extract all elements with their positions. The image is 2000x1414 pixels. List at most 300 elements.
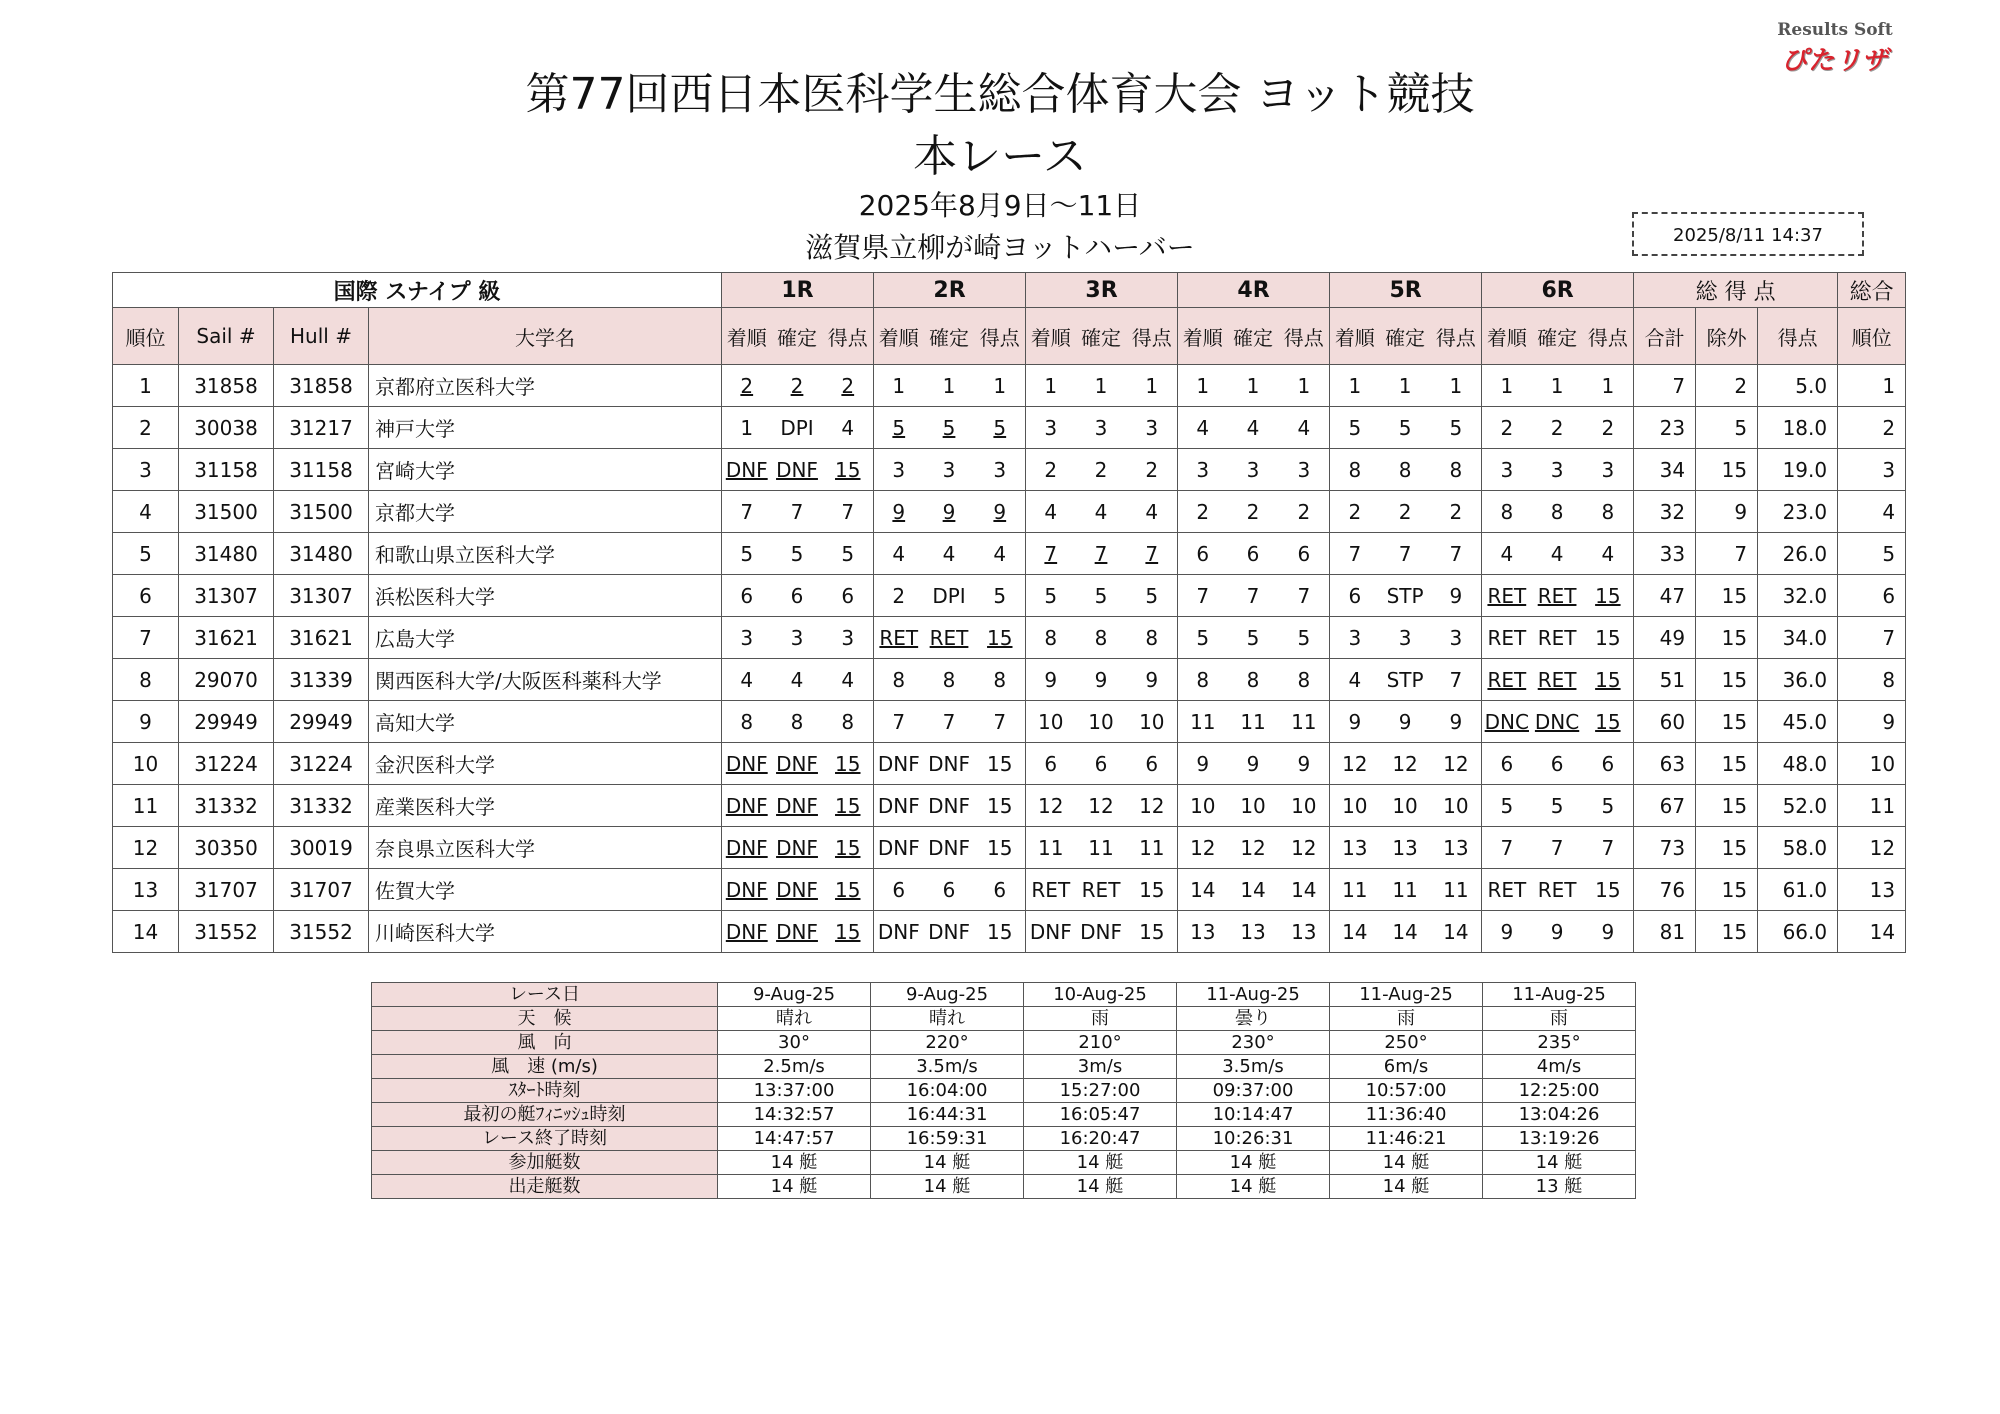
confirm-cell: DPI — [924, 575, 975, 617]
rank-cell: 3 — [113, 449, 179, 491]
points-cell: 6 — [1279, 533, 1330, 575]
excluded-cell: 15 — [1696, 659, 1758, 701]
confirm-cell: 14 — [1380, 911, 1431, 953]
finish-cell: 6 — [1482, 743, 1532, 785]
finish-cell: 6 — [722, 575, 772, 617]
points-cell: 9 — [1431, 575, 1482, 617]
info-row — [372, 983, 1636, 1007]
info-label: 参加艇数 — [372, 1151, 718, 1175]
confirm-cell: 8 — [1228, 659, 1279, 701]
finish-cell: DNF — [722, 827, 772, 869]
finish-cell: 3 — [722, 617, 772, 659]
confirm-cell: 1 — [1380, 365, 1431, 407]
col-confirm: 確定 — [924, 308, 975, 365]
info-value: 11-Aug-25 — [1177, 983, 1330, 1007]
score-cell: 23.0 — [1758, 491, 1838, 533]
points-cell: 15 — [1583, 617, 1634, 659]
points-cell: 15 — [1127, 869, 1178, 911]
finish-cell: RET — [1482, 617, 1532, 659]
points-cell: 4 — [1279, 407, 1330, 449]
confirm-cell: 5 — [924, 407, 975, 449]
confirm-cell: 14 — [1228, 869, 1279, 911]
race-info-table — [371, 982, 1636, 1199]
final-rank-cell: 10 — [1838, 743, 1906, 785]
race-header: 5R — [1330, 273, 1482, 308]
finish-cell: 2 — [1482, 407, 1532, 449]
info-row — [372, 1103, 1636, 1127]
info-value: 210° — [1024, 1031, 1177, 1055]
confirm-cell: 12 — [1380, 743, 1431, 785]
col-finish: 着順 — [874, 308, 924, 365]
finish-cell: 9 — [1482, 911, 1532, 953]
info-value: 6m/s — [1330, 1055, 1483, 1079]
col-confirm: 確定 — [1532, 308, 1583, 365]
col-confirm: 確定 — [1228, 308, 1279, 365]
university-name-cell: 佐賀大学 — [369, 869, 722, 911]
info-value: 14 艇 — [1330, 1151, 1483, 1175]
finish-cell: 11 — [1330, 869, 1380, 911]
confirm-cell: 4 — [1076, 491, 1127, 533]
score-cell: 45.0 — [1758, 701, 1838, 743]
finish-cell: DNC — [1482, 701, 1532, 743]
points-cell: 15 — [1583, 659, 1634, 701]
total-sum-cell: 33 — [1634, 533, 1696, 575]
confirm-cell: 5 — [772, 533, 823, 575]
points-cell: 3 — [1431, 617, 1482, 659]
info-value: 晴れ — [718, 1007, 871, 1031]
confirm-cell: 10 — [1076, 701, 1127, 743]
university-name-cell: 京都大学 — [369, 491, 722, 533]
finish-cell: DNF — [874, 785, 924, 827]
excluded-cell: 15 — [1696, 449, 1758, 491]
confirm-cell: 8 — [1076, 617, 1127, 659]
points-cell: 15 — [1583, 575, 1634, 617]
score-cell: 58.0 — [1758, 827, 1838, 869]
rank-cell: 12 — [113, 827, 179, 869]
hull-number-cell: 31621 — [274, 617, 369, 659]
sail-number-cell: 31307 — [179, 575, 274, 617]
final-rank-cell: 11 — [1838, 785, 1906, 827]
info-value: 3m/s — [1024, 1055, 1177, 1079]
points-cell: 1 — [1431, 365, 1482, 407]
university-name-cell: 金沢医科大学 — [369, 743, 722, 785]
points-cell: 15 — [823, 827, 874, 869]
finish-cell: RET — [1482, 659, 1532, 701]
final-rank-cell: 1 — [1838, 365, 1906, 407]
rank-cell: 2 — [113, 407, 179, 449]
score-cell: 26.0 — [1758, 533, 1838, 575]
finish-cell: 4 — [1482, 533, 1532, 575]
finish-cell: 12 — [1026, 785, 1076, 827]
info-value: 16:20:47 — [1024, 1127, 1177, 1151]
col-final-rank: 順位 — [1838, 308, 1906, 365]
info-value: 30° — [718, 1031, 871, 1055]
confirm-cell: 7 — [1228, 575, 1279, 617]
info-value: 11:46:21 — [1330, 1127, 1483, 1151]
confirm-cell: 2 — [1532, 407, 1583, 449]
info-row — [372, 1055, 1636, 1079]
info-value: 10:57:00 — [1330, 1079, 1483, 1103]
excluded-cell: 5 — [1696, 407, 1758, 449]
table-row — [113, 365, 1906, 407]
total-sum-cell: 23 — [1634, 407, 1696, 449]
col-score: 得点 — [1758, 308, 1838, 365]
final-rank-cell: 8 — [1838, 659, 1906, 701]
score-cell: 61.0 — [1758, 869, 1838, 911]
finish-cell: 4 — [1026, 491, 1076, 533]
confirm-cell: 9 — [1228, 743, 1279, 785]
info-value: 14 艇 — [1177, 1151, 1330, 1175]
confirm-cell: 9 — [924, 491, 975, 533]
hull-number-cell: 30019 — [274, 827, 369, 869]
finish-cell: 8 — [1482, 491, 1532, 533]
confirm-cell: 6 — [1228, 533, 1279, 575]
info-value: 13:37:00 — [718, 1079, 871, 1103]
finish-cell: DNF — [722, 869, 772, 911]
col-points: 得点 — [1431, 308, 1482, 365]
col-finish: 着順 — [722, 308, 772, 365]
finish-cell: 7 — [1178, 575, 1228, 617]
confirm-cell: 8 — [772, 701, 823, 743]
confirm-cell: 2 — [1076, 449, 1127, 491]
points-cell: 9 — [1127, 659, 1178, 701]
finish-cell: DNF — [874, 827, 924, 869]
rank-cell: 14 — [113, 911, 179, 953]
finish-cell: RET — [1482, 575, 1532, 617]
excluded-cell: 15 — [1696, 701, 1758, 743]
points-cell: 2 — [1127, 449, 1178, 491]
confirm-cell: 6 — [1532, 743, 1583, 785]
race-header: 6R — [1482, 273, 1634, 308]
confirm-cell: 9 — [1532, 911, 1583, 953]
finish-cell: 9 — [1026, 659, 1076, 701]
points-cell: 2 — [1279, 491, 1330, 533]
confirm-cell: DNF — [772, 911, 823, 953]
table-row — [113, 407, 1906, 449]
hull-number-cell: 31500 — [274, 491, 369, 533]
info-value: 10-Aug-25 — [1024, 983, 1177, 1007]
finish-cell: 4 — [722, 659, 772, 701]
table-row — [113, 491, 1906, 533]
confirm-cell: DNF — [1076, 911, 1127, 953]
finish-cell: 1 — [1178, 365, 1228, 407]
points-cell: 10 — [1431, 785, 1482, 827]
excluded-cell: 15 — [1696, 911, 1758, 953]
score-cell: 34.0 — [1758, 617, 1838, 659]
finish-cell: 2 — [1178, 491, 1228, 533]
sail-number-cell: 30038 — [179, 407, 274, 449]
points-cell: 15 — [975, 911, 1026, 953]
points-cell: 8 — [1279, 659, 1330, 701]
confirm-cell: 5 — [1228, 617, 1279, 659]
points-cell: 3 — [823, 617, 874, 659]
col-confirm: 確定 — [772, 308, 823, 365]
table-row — [113, 869, 1906, 911]
finish-cell: DNF — [874, 743, 924, 785]
info-value: 250° — [1330, 1031, 1483, 1055]
finish-cell: 7 — [874, 701, 924, 743]
col-points: 得点 — [975, 308, 1026, 365]
excluded-cell: 15 — [1696, 575, 1758, 617]
info-value: 13 艇 — [1483, 1175, 1636, 1199]
confirm-cell: 4 — [1532, 533, 1583, 575]
col-finish: 着順 — [1178, 308, 1228, 365]
info-value: 12:25:00 — [1483, 1079, 1636, 1103]
points-cell: 8 — [1431, 449, 1482, 491]
excluded-cell: 9 — [1696, 491, 1758, 533]
excluded-cell: 15 — [1696, 617, 1758, 659]
confirm-cell: 1 — [1532, 365, 1583, 407]
finish-cell: 6 — [1330, 575, 1380, 617]
university-name-cell: 広島大学 — [369, 617, 722, 659]
confirm-cell: DNF — [924, 743, 975, 785]
total-sum-cell: 81 — [1634, 911, 1696, 953]
col-points: 得点 — [1127, 308, 1178, 365]
points-cell: 7 — [1431, 533, 1482, 575]
score-cell: 18.0 — [1758, 407, 1838, 449]
final-rank-cell: 4 — [1838, 491, 1906, 533]
confirm-cell: 10 — [1380, 785, 1431, 827]
rank-cell: 13 — [113, 869, 179, 911]
points-cell: 8 — [823, 701, 874, 743]
table-row — [113, 617, 1906, 659]
info-row — [372, 1127, 1636, 1151]
hull-number-cell: 31480 — [274, 533, 369, 575]
sail-number-cell: 31500 — [179, 491, 274, 533]
points-cell: 11 — [1431, 869, 1482, 911]
overall-header: 総合 — [1838, 273, 1906, 308]
info-value: 14 艇 — [1330, 1175, 1483, 1199]
points-cell: 6 — [1127, 743, 1178, 785]
info-value: 9-Aug-25 — [718, 983, 871, 1007]
confirm-cell: DNF — [924, 827, 975, 869]
table-row — [113, 533, 1906, 575]
results-table — [112, 272, 1906, 953]
total-sum-cell: 47 — [1634, 575, 1696, 617]
sail-number-cell: 31621 — [179, 617, 274, 659]
info-row — [372, 1031, 1636, 1055]
final-rank-cell: 5 — [1838, 533, 1906, 575]
confirm-cell: 6 — [1076, 743, 1127, 785]
points-cell: 14 — [1431, 911, 1482, 953]
confirm-cell: 9 — [1380, 701, 1431, 743]
finish-cell: 5 — [722, 533, 772, 575]
info-value: 16:05:47 — [1024, 1103, 1177, 1127]
points-cell: 8 — [1127, 617, 1178, 659]
rank-cell: 9 — [113, 701, 179, 743]
university-name-cell: 関西医科大学/大阪医科薬科大学 — [369, 659, 722, 701]
finish-cell: 4 — [874, 533, 924, 575]
hull-number-cell: 31552 — [274, 911, 369, 953]
points-cell: 15 — [823, 743, 874, 785]
confirm-cell: 13 — [1380, 827, 1431, 869]
info-value: 14 艇 — [1024, 1151, 1177, 1175]
points-cell: 5 — [1127, 575, 1178, 617]
confirm-cell: 4 — [1228, 407, 1279, 449]
finish-cell: DNF — [722, 449, 772, 491]
info-value: 11-Aug-25 — [1483, 983, 1636, 1007]
page-subtitle: 本レース — [913, 131, 1087, 182]
finish-cell: 1 — [1482, 365, 1532, 407]
finish-cell: 4 — [1330, 659, 1380, 701]
finish-cell: DNF — [722, 911, 772, 953]
finish-cell: DNF — [722, 785, 772, 827]
table-row — [113, 449, 1906, 491]
score-cell: 32.0 — [1758, 575, 1838, 617]
points-cell: 15 — [975, 743, 1026, 785]
finish-cell: 5 — [874, 407, 924, 449]
sail-number-cell: 31858 — [179, 365, 274, 407]
info-value: 235° — [1483, 1031, 1636, 1055]
hull-number-cell: 31332 — [274, 785, 369, 827]
points-cell: 7 — [1279, 575, 1330, 617]
rank-cell: 7 — [113, 617, 179, 659]
points-cell: 6 — [1583, 743, 1634, 785]
hull-number-cell: 31339 — [274, 659, 369, 701]
total-sum-cell: 60 — [1634, 701, 1696, 743]
info-value: 230° — [1177, 1031, 1330, 1055]
col-exclude: 除外 — [1696, 308, 1758, 365]
finish-cell: 7 — [1330, 533, 1380, 575]
rank-cell: 8 — [113, 659, 179, 701]
points-cell: 7 — [975, 701, 1026, 743]
confirm-cell: 1 — [924, 365, 975, 407]
final-rank-cell: 6 — [1838, 575, 1906, 617]
points-cell: 5 — [1583, 785, 1634, 827]
confirm-cell: 3 — [924, 449, 975, 491]
info-value: 14 艇 — [1024, 1175, 1177, 1199]
confirm-cell: 2 — [772, 365, 823, 407]
confirm-cell: 8 — [1380, 449, 1431, 491]
points-cell: 9 — [1431, 701, 1482, 743]
info-value: 16:44:31 — [871, 1103, 1024, 1127]
logo-wordmark: ぴたリザ — [1781, 46, 1889, 76]
info-value: 16:04:00 — [871, 1079, 1024, 1103]
finish-cell: 2 — [1026, 449, 1076, 491]
confirm-cell: DNF — [772, 827, 823, 869]
university-name-cell: 宮崎大学 — [369, 449, 722, 491]
confirm-cell: 10 — [1228, 785, 1279, 827]
points-cell: 2 — [823, 365, 874, 407]
score-cell: 36.0 — [1758, 659, 1838, 701]
university-name-cell: 高知大学 — [369, 701, 722, 743]
confirm-cell: 11 — [1380, 869, 1431, 911]
confirm-cell: 3 — [1228, 449, 1279, 491]
final-rank-cell: 9 — [1838, 701, 1906, 743]
finish-cell: 11 — [1178, 701, 1228, 743]
finish-cell: 8 — [1330, 449, 1380, 491]
finish-cell: 8 — [722, 701, 772, 743]
sail-number-cell: 30350 — [179, 827, 274, 869]
info-value: 10:26:31 — [1177, 1127, 1330, 1151]
confirm-cell: DNF — [772, 785, 823, 827]
confirm-cell: 7 — [772, 491, 823, 533]
finish-cell: RET — [1482, 869, 1532, 911]
confirm-cell: 11 — [1076, 827, 1127, 869]
info-row — [372, 1079, 1636, 1103]
confirm-cell: 7 — [1532, 827, 1583, 869]
race-header: 4R — [1178, 273, 1330, 308]
hull-number-cell: 31224 — [274, 743, 369, 785]
points-cell: 8 — [1583, 491, 1634, 533]
score-cell: 48.0 — [1758, 743, 1838, 785]
excluded-cell: 15 — [1696, 743, 1758, 785]
sail-number-cell: 31332 — [179, 785, 274, 827]
info-value: 14:32:57 — [718, 1103, 871, 1127]
points-cell: 9 — [1583, 911, 1634, 953]
finish-cell: 14 — [1330, 911, 1380, 953]
total-sum-cell: 51 — [1634, 659, 1696, 701]
points-cell: 15 — [823, 785, 874, 827]
points-cell: 3 — [1279, 449, 1330, 491]
finish-cell: 12 — [1330, 743, 1380, 785]
finish-cell: 9 — [1178, 743, 1228, 785]
col-rank: 順位 — [113, 308, 179, 365]
confirm-cell: 11 — [1228, 701, 1279, 743]
points-cell: 2 — [1583, 407, 1634, 449]
page-title: 第77回西日本医科学生総合体育大会 ヨット競技 — [525, 69, 1475, 120]
finish-cell: 8 — [874, 659, 924, 701]
points-cell: 15 — [975, 827, 1026, 869]
points-cell: 1 — [1127, 365, 1178, 407]
final-rank-cell: 14 — [1838, 911, 1906, 953]
excluded-cell: 15 — [1696, 869, 1758, 911]
points-cell: 7 — [823, 491, 874, 533]
finish-cell: 9 — [1330, 701, 1380, 743]
col-finish: 着順 — [1482, 308, 1532, 365]
finish-cell: 1 — [722, 407, 772, 449]
confirm-cell: STP — [1380, 659, 1431, 701]
info-row — [372, 1151, 1636, 1175]
col-finish: 着順 — [1330, 308, 1380, 365]
info-label: ｽﾀｰﾄ時刻 — [372, 1079, 718, 1103]
points-cell: 5 — [823, 533, 874, 575]
confirm-cell: RET — [1532, 869, 1583, 911]
total-sum-cell: 76 — [1634, 869, 1696, 911]
results-soft-logo — [1760, 20, 1910, 77]
confirm-cell: RET — [1532, 659, 1583, 701]
score-cell: 66.0 — [1758, 911, 1838, 953]
col-points: 得点 — [1583, 308, 1634, 365]
hull-number-cell: 31307 — [274, 575, 369, 617]
total-sum-cell: 7 — [1634, 365, 1696, 407]
points-cell: 4 — [1583, 533, 1634, 575]
info-value: 3.5m/s — [1177, 1055, 1330, 1079]
info-value: 09:37:00 — [1177, 1079, 1330, 1103]
confirm-cell: 2 — [1228, 491, 1279, 533]
race-header: 3R — [1026, 273, 1178, 308]
finish-cell: 9 — [874, 491, 924, 533]
confirm-cell: 3 — [1532, 449, 1583, 491]
sail-number-cell: 31552 — [179, 911, 274, 953]
points-cell: 15 — [823, 449, 874, 491]
points-cell: 3 — [975, 449, 1026, 491]
confirm-cell: 1 — [1228, 365, 1279, 407]
confirm-cell: STP — [1380, 575, 1431, 617]
info-label: レース終了時刻 — [372, 1127, 718, 1151]
info-row — [372, 1007, 1636, 1031]
finish-cell: 1 — [1330, 365, 1380, 407]
confirm-cell: 4 — [772, 659, 823, 701]
info-value: 雨 — [1483, 1007, 1636, 1031]
final-rank-cell: 3 — [1838, 449, 1906, 491]
info-label: 風 向 — [372, 1031, 718, 1055]
info-label: レース日 — [372, 983, 718, 1007]
points-cell: 12 — [1431, 743, 1482, 785]
confirm-cell: 3 — [1076, 407, 1127, 449]
points-cell: 6 — [823, 575, 874, 617]
confirm-cell: 8 — [1532, 491, 1583, 533]
